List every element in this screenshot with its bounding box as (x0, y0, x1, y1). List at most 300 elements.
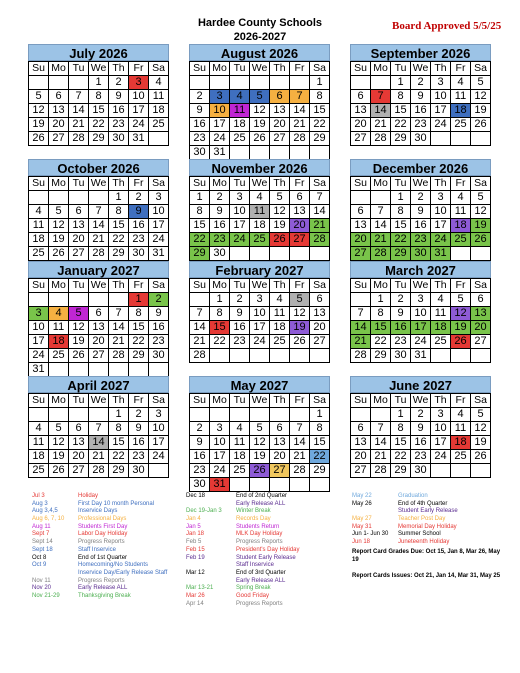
day-cell: 6 (69, 205, 89, 219)
empty-cell (149, 132, 169, 146)
day-cell: 14 (109, 321, 129, 335)
weekday-header: Su (29, 394, 49, 408)
day-cell-winter: 3 (29, 307, 49, 321)
month-title: November 2026 (189, 159, 330, 176)
legend-date: Oct 9 (32, 562, 47, 569)
weekday-header: Th (431, 279, 451, 293)
day-cell: 2 (129, 191, 149, 205)
day-cell: 25 (29, 464, 49, 478)
legend-text: Labor Day Holiday (78, 531, 128, 538)
day-cell: 15 (310, 104, 330, 118)
weekday-header: Fr (129, 279, 149, 293)
empty-cell (290, 349, 310, 363)
day-cell: 14 (190, 321, 210, 335)
legend-text: Memorial Day Holiday (398, 523, 457, 530)
day-cell: 27 (351, 132, 371, 146)
day-cell: 26 (471, 118, 491, 132)
legend-text: First Day 10 month Personal (78, 500, 155, 507)
day-cell-winter: 21 (371, 233, 391, 247)
day-cell: 15 (391, 104, 411, 118)
legend-text: Summer School (398, 531, 441, 538)
empty-cell (49, 293, 69, 307)
legend-entry (186, 593, 300, 601)
day-cell: 29 (310, 132, 330, 146)
empty-cell (451, 349, 471, 363)
legend-date: Sept 14 (32, 539, 53, 546)
weekday-header: Mo (210, 177, 230, 191)
legend-date: Feb 19 (186, 554, 205, 561)
day-cell: 1 (310, 408, 330, 422)
day-cell: 5 (29, 90, 49, 104)
month-march-2027 (350, 261, 491, 363)
empty-cell (250, 349, 270, 363)
day-cell: 6 (310, 293, 330, 307)
legend-text: End of 4th Quarter (398, 500, 448, 507)
day-cell-winter: 20 (351, 233, 371, 247)
day-cell-thanksgiving: 24 (230, 233, 250, 247)
day-cell: 2 (411, 408, 431, 422)
day-cell: 3 (411, 293, 431, 307)
day-cell: 10 (149, 205, 169, 219)
day-cell: 22 (89, 118, 109, 132)
day-cell: 1 (391, 76, 411, 90)
legend-date: Feb 5 (186, 539, 202, 546)
legend-column-2 (186, 493, 300, 608)
day-cell: 5 (471, 76, 491, 90)
weekday-header: Th (270, 62, 290, 76)
legend-entry (186, 601, 300, 609)
day-cell-professional: 6 (270, 90, 290, 104)
day-cell: 30 (411, 464, 431, 478)
empty-cell (29, 76, 49, 90)
legend-entry (32, 501, 167, 509)
day-cell: 29 (310, 464, 330, 478)
day-cell-holiday: 27 (290, 233, 310, 247)
empty-cell (230, 478, 250, 492)
legend-entry (186, 555, 300, 563)
day-cell: 17 (129, 104, 149, 118)
empty-cell (230, 146, 250, 160)
weekday-header: Sa (310, 177, 330, 191)
legend-text: Records Day (236, 516, 271, 523)
day-cell-winter: 19 (451, 321, 471, 335)
day-cell: 16 (411, 219, 431, 233)
day-cell: 24 (29, 349, 49, 363)
day-cell: 17 (431, 436, 451, 450)
day-cell: 26 (471, 450, 491, 464)
legend-entry (32, 585, 167, 593)
weekday-header: Sa (471, 62, 491, 76)
day-cell-thanksgiving: 29 (190, 247, 210, 261)
day-cell-holiday: 15 (210, 321, 230, 335)
day-cell: 20 (49, 118, 69, 132)
weekday-header: Fr (129, 394, 149, 408)
legend-date: Feb 15 (186, 546, 205, 553)
day-cell: 10 (230, 205, 250, 219)
legend-text: Winter Break (236, 508, 271, 515)
empty-cell (270, 247, 290, 261)
legend-text: Thanksgiving Break (78, 592, 131, 599)
legend-entry (186, 585, 300, 593)
legend-date: Oct 8 (32, 554, 47, 561)
day-cell: 8 (129, 307, 149, 321)
day-cell: 31 (149, 247, 169, 261)
day-cell: 21 (290, 118, 310, 132)
empty-cell (69, 293, 89, 307)
day-cell-thanksgiving: 21 (310, 219, 330, 233)
day-cell: 7 (351, 307, 371, 321)
day-cell: 12 (471, 90, 491, 104)
day-cell: 30 (149, 349, 169, 363)
day-cell: 19 (49, 233, 69, 247)
day-cell: 11 (49, 321, 69, 335)
weekday-header: Th (270, 177, 290, 191)
legend-entry (186, 578, 300, 586)
month-december-2026 (350, 159, 491, 261)
day-cell: 2 (190, 90, 210, 104)
legend-date: May 27 (352, 516, 372, 523)
day-cell: 12 (471, 422, 491, 436)
empty-cell (371, 191, 391, 205)
day-cell: 4 (451, 191, 471, 205)
day-cell-thanksgiving: 28 (310, 233, 330, 247)
day-cell: 1 (371, 293, 391, 307)
empty-cell (351, 191, 371, 205)
day-cell: 13 (69, 436, 89, 450)
day-cell: 24 (210, 132, 230, 146)
empty-cell (290, 76, 310, 90)
month-title: April 2027 (28, 376, 169, 393)
weekday-header: Th (431, 394, 451, 408)
day-cell: 2 (230, 293, 250, 307)
day-cell-winter: 23 (411, 233, 431, 247)
day-cell: 30 (109, 132, 129, 146)
legend-entry (32, 578, 167, 586)
day-cell: 6 (351, 205, 371, 219)
day-cell: 25 (451, 118, 471, 132)
day-cell: 13 (351, 104, 371, 118)
day-cell: 7 (190, 307, 210, 321)
day-cell: 18 (270, 321, 290, 335)
empty-cell (149, 464, 169, 478)
day-cell: 26 (290, 335, 310, 349)
day-cell-winter: 16 (391, 321, 411, 335)
weekday-header: Tu (69, 177, 89, 191)
legend-entry (186, 493, 300, 501)
day-cell: 26 (69, 349, 89, 363)
month-title: December 2026 (350, 159, 491, 176)
day-cell: 18 (29, 233, 49, 247)
day-cell: 25 (270, 335, 290, 349)
day-cell: 23 (411, 450, 431, 464)
legend-entry (32, 539, 167, 547)
day-cell: 27 (89, 349, 109, 363)
legend-text: Inservice Days (78, 508, 118, 515)
legend-date: May 31 (352, 523, 372, 530)
day-cell-inservice: 5 (250, 90, 270, 104)
day-cell: 5 (49, 422, 69, 436)
legend-date: Jan 5 (186, 523, 201, 530)
day-cell: 11 (149, 90, 169, 104)
day-cell: 9 (391, 307, 411, 321)
weekday-header: We (89, 279, 109, 293)
legend-text: End of 1st Quarter (78, 554, 128, 561)
month-title: March 2027 (350, 261, 491, 278)
day-cell: 9 (149, 307, 169, 321)
weekday-header: Mo (371, 177, 391, 191)
legend-date: Jul 3 (32, 493, 45, 499)
day-cell: 10 (431, 422, 451, 436)
weekday-header: Su (351, 279, 371, 293)
day-cell: 3 (431, 191, 451, 205)
legend-entry (352, 516, 458, 524)
weekday-header: Mo (210, 394, 230, 408)
day-cell: 19 (471, 436, 491, 450)
day-cell: 23 (129, 450, 149, 464)
day-cell: 16 (190, 450, 210, 464)
legend-text: Homecoming/No Students (78, 562, 149, 569)
legend-date: Dec 19-Jan 3 (186, 508, 222, 515)
day-cell-winter: 15 (371, 321, 391, 335)
day-cell: 17 (210, 118, 230, 132)
day-cell: 21 (69, 118, 89, 132)
legend-entry (186, 562, 300, 570)
day-cell: 16 (411, 104, 431, 118)
day-cell: 4 (250, 191, 270, 205)
day-cell: 27 (310, 335, 330, 349)
day-cell: 19 (250, 450, 270, 464)
day-cell: 27 (270, 132, 290, 146)
legend-date: Jan 4 (186, 516, 201, 523)
day-cell: 18 (250, 219, 270, 233)
empty-cell (270, 478, 290, 492)
legend-text: Holiday (78, 493, 99, 499)
legend-date: Aug 11 (32, 523, 51, 530)
weekday-header: Tu (391, 177, 411, 191)
day-cell: 24 (250, 335, 270, 349)
day-cell: 20 (351, 118, 371, 132)
day-cell: 3 (149, 191, 169, 205)
day-cell: 28 (351, 349, 371, 363)
day-cell: 28 (371, 464, 391, 478)
weekday-header: Tu (391, 62, 411, 76)
month-title: January 2027 (28, 261, 169, 278)
legend-text: Progress Reports (236, 600, 283, 607)
day-cell: 12 (290, 307, 310, 321)
weekday-header: Tu (230, 177, 250, 191)
day-cell-winter: 21 (351, 335, 371, 349)
empty-cell (210, 349, 230, 363)
day-cell: 5 (250, 422, 270, 436)
day-cell: 25 (230, 132, 250, 146)
day-cell: 16 (129, 436, 149, 450)
day-cell: 22 (109, 233, 129, 247)
day-cell: 24 (210, 464, 230, 478)
day-cell-winter: 27 (351, 247, 371, 261)
day-cell: 9 (190, 436, 210, 450)
legend-date: Aug 3,4,5 (32, 508, 58, 515)
weekday-header: Su (351, 394, 371, 408)
empty-cell (69, 363, 89, 377)
day-cell: 9 (129, 422, 149, 436)
day-cell: 13 (290, 205, 310, 219)
day-cell-winter: 28 (371, 247, 391, 261)
day-cell: 25 (29, 247, 49, 261)
day-cell: 11 (451, 90, 471, 104)
day-cell: 3 (210, 422, 230, 436)
empty-cell (270, 146, 290, 160)
month-title: October 2026 (28, 159, 169, 176)
empty-cell (310, 478, 330, 492)
legend-text: Teacher Post Day (398, 516, 446, 523)
day-cell: 2 (129, 408, 149, 422)
day-cell: 1 (391, 191, 411, 205)
weekday-header: We (411, 394, 431, 408)
empty-cell (471, 247, 491, 261)
weekday-header: We (411, 62, 431, 76)
day-cell: 2 (411, 191, 431, 205)
day-cell: 26 (29, 132, 49, 146)
legend-column-3 (352, 493, 458, 547)
weekday-header: Mo (49, 279, 69, 293)
day-cell-thanksgiving: 25 (250, 233, 270, 247)
day-cell-winter: 2 (149, 293, 169, 307)
legend-text: Early Release ALL (236, 500, 286, 507)
day-cell-early-release: 19 (290, 321, 310, 335)
month-october-2026 (28, 159, 169, 261)
month-january-2027 (28, 261, 169, 377)
day-cell: 23 (190, 132, 210, 146)
day-cell: 22 (109, 450, 129, 464)
day-cell: 10 (29, 321, 49, 335)
empty-cell (250, 146, 270, 160)
weekday-header: Tu (230, 62, 250, 76)
weekday-header: Mo (49, 62, 69, 76)
day-cell: 29 (129, 349, 149, 363)
day-cell: 26 (250, 132, 270, 146)
legend-entry (186, 501, 300, 509)
legend-entry (352, 508, 458, 516)
day-cell: 13 (89, 321, 109, 335)
day-cell: 2 (391, 293, 411, 307)
legend-date: May 26 (352, 500, 372, 507)
day-cell: 21 (109, 335, 129, 349)
day-cell: 19 (29, 118, 49, 132)
legend-date: Mar 12 (186, 569, 205, 576)
day-cell: 12 (49, 436, 69, 450)
weekday-header: Mo (371, 394, 391, 408)
day-cell: 11 (451, 205, 471, 219)
day-cell-winter: 26 (471, 233, 491, 247)
day-cell: 27 (49, 132, 69, 146)
legend-entry (352, 539, 458, 547)
weekday-header: Sa (149, 279, 169, 293)
day-cell: 17 (431, 104, 451, 118)
day-cell: 7 (371, 205, 391, 219)
day-cell-winter: 30 (411, 247, 431, 261)
weekday-header: We (89, 394, 109, 408)
legend-text: MLK Day Holiday (236, 531, 283, 538)
weekday-header: Fr (451, 279, 471, 293)
day-cell-holiday: 3 (129, 76, 149, 90)
day-cell: 19 (49, 450, 69, 464)
day-cell: 7 (109, 307, 129, 321)
day-cell: 8 (391, 422, 411, 436)
day-cell: 6 (290, 191, 310, 205)
day-cell: 9 (411, 205, 431, 219)
day-cell: 10 (210, 436, 230, 450)
day-cell: 22 (371, 335, 391, 349)
empty-cell (230, 408, 250, 422)
empty-cell (270, 349, 290, 363)
day-cell: 12 (250, 104, 270, 118)
day-cell: 28 (290, 464, 310, 478)
day-cell-thanksgiving: 22 (190, 233, 210, 247)
school-title: Hardee County Schools (197, 17, 323, 29)
day-cell-winter: 24 (431, 233, 451, 247)
empty-cell (190, 76, 210, 90)
day-cell: 18 (230, 118, 250, 132)
day-cell: 21 (290, 450, 310, 464)
day-cell: 30 (411, 132, 431, 146)
day-cell-students-first: 5 (69, 307, 89, 321)
day-cell: 9 (411, 422, 431, 436)
day-cell: 12 (69, 321, 89, 335)
legend-entry (32, 493, 167, 501)
day-cell-professional: 7 (290, 90, 310, 104)
day-cell: 9 (109, 90, 129, 104)
day-cell: 20 (69, 450, 89, 464)
weekday-header: We (89, 177, 109, 191)
legend-text: End of 3rd Quarter (236, 569, 286, 576)
day-cell: 28 (371, 132, 391, 146)
day-cell: 8 (109, 422, 129, 436)
month-title: July 2026 (28, 44, 169, 61)
day-cell-winter: 29 (391, 247, 411, 261)
weekday-header: Sa (471, 394, 491, 408)
day-cell: 10 (250, 307, 270, 321)
weekday-header: Fr (290, 279, 310, 293)
weekday-header: Th (109, 279, 129, 293)
legend-entry (32, 555, 167, 563)
weekday-header: Fr (451, 394, 471, 408)
legend-column-1 (32, 493, 167, 601)
weekday-header: Su (29, 279, 49, 293)
day-cell-winter: 18 (431, 321, 451, 335)
legend-entry (186, 570, 300, 578)
legend-text: Progress Reports (78, 539, 125, 546)
day-cell: 1 (210, 293, 230, 307)
weekday-header: Su (29, 177, 49, 191)
day-cell: 28 (190, 349, 210, 363)
day-cell: 6 (270, 422, 290, 436)
weekday-header: Sa (471, 279, 491, 293)
day-cell: 17 (149, 219, 169, 233)
day-cell: 14 (89, 219, 109, 233)
weekday-header: Th (431, 62, 451, 76)
day-cell: 26 (49, 247, 69, 261)
day-cell: 14 (290, 104, 310, 118)
legend-date: Nov 20 (32, 585, 52, 592)
day-cell: 27 (471, 335, 491, 349)
day-cell: 15 (89, 104, 109, 118)
legend-entry (186, 516, 300, 524)
empty-cell (49, 408, 69, 422)
day-cell: 8 (391, 205, 411, 219)
weekday-header: Tu (69, 394, 89, 408)
day-cell: 27 (351, 464, 371, 478)
day-cell: 11 (270, 307, 290, 321)
